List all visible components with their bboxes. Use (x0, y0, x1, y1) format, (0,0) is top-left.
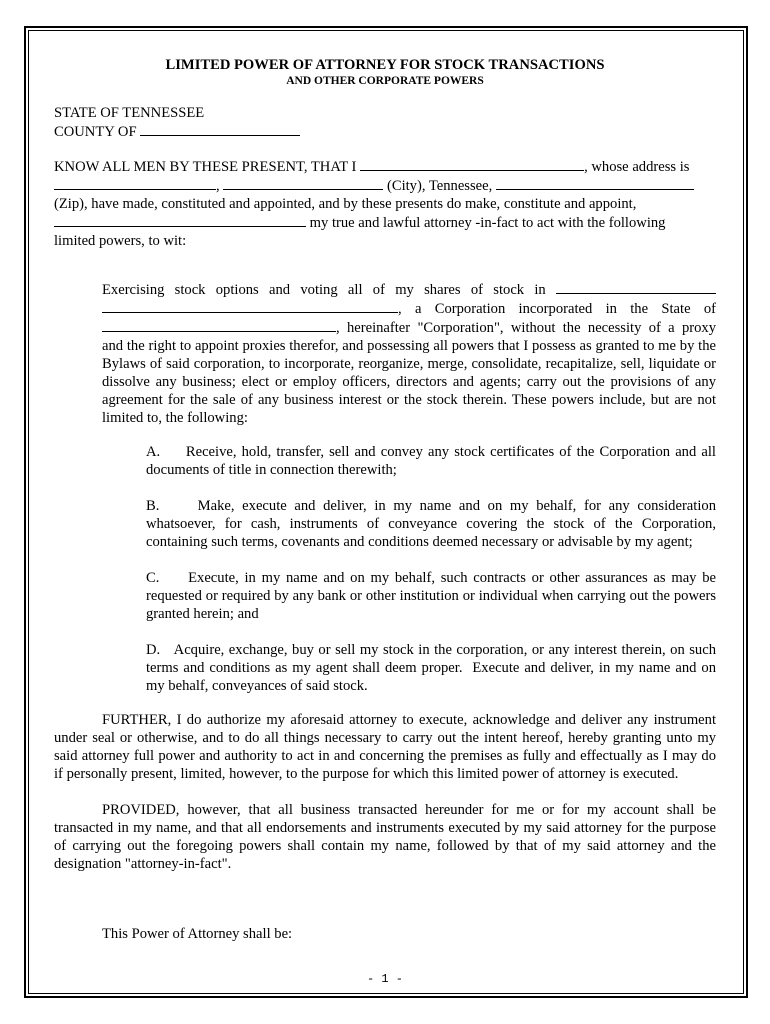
address-comma: , (216, 178, 220, 194)
document-title: LIMITED POWER OF ATTORNEY FOR STOCK TRANSACTIONS (165, 57, 605, 73)
exercise-paragraph (102, 280, 716, 427)
county-blank[interactable] (140, 122, 300, 136)
exercise-intro: Exercising stock options and voting all of my shares of stock in (102, 282, 546, 298)
power-item-a: A. Receive, hold, transfer, sell and convey any stock certificates of the Corporation and all documents of title in connection therewith; (146, 444, 716, 478)
provided-paragraph: PROVIDED, however, that all business transacted hereunder for me or for my account shall be transacted in my name, and that all endorsements and instruments executed by my said attorney for the purpose of carrying out the foregoing powers shall contain my name, followed by that of my said attorney and the designation "attorney-in-fact". (54, 802, 716, 872)
corporation-name-blank-2[interactable] (102, 299, 398, 313)
shall-be-line: This Power of Attorney shall be: (102, 926, 293, 942)
hereinafter-text: , hereinafter "Corporation", without the necessity of a proxy (336, 320, 716, 336)
whose-address: , whose address is (584, 159, 690, 175)
power-item-c: C. Execute, in my name and on my behalf, such contracts or other assurances as may be requested or required by any bank or other institution or individual when carrying out the powers granted herein; and (146, 570, 716, 622)
address-city-blank[interactable] (223, 176, 383, 190)
state-line: STATE OF TENNESSEE (54, 105, 205, 121)
grantor-name-blank[interactable] (360, 157, 584, 171)
power-item-d: D. Acquire, exchange, buy or sell my stock in the corporation, or any interest therein, on such terms and conditions as my agent shall deem proper. Execute and deliver, in my name and on my behalf, conveyances of said stock. (146, 642, 716, 694)
page-number: - 1 - (366, 972, 403, 986)
county-line (54, 122, 716, 141)
address-street-blank[interactable] (54, 176, 216, 190)
know-all-men-paragraph (54, 157, 716, 250)
exercise-rest: and the right to appoint proxies therefor, and possessing all powers that I possess as granted to me by the Bylaws of said corporation, to incorporate, reorganize, merge, consolidate, recapitalize, sell, liquidate or dissolve any business; elect or employ officers, directors and agents; carry out the provisions of any agreement for the sale of any business interest or the stock therein. These powers include, but are not limited to, the following: (102, 338, 716, 426)
corp-incorporated: , a Corporation incorporated in the State of (398, 301, 716, 317)
attorney-text: my true and lawful attorney -in-fact to act with the following (309, 215, 666, 231)
further-paragraph: FURTHER, I do authorize my aforesaid attorney to execute, acknowledge and deliver any instrument under seal or otherwise, and to do all things necessary to carry out the intent hereof, hereby granting unto my said attorney full power and authority to act in and concerning the premises as fully and effectually as I may do if personally present, limited, however, to the purpose for which this limited power of attorney is executed. (54, 712, 716, 782)
state-of-incorporation-blank[interactable] (102, 318, 336, 332)
zip-blank[interactable] (496, 176, 694, 190)
power-item-b: B. Make, execute and deliver, in my name and on my behalf, for any consideration whatsoever, for cash, instruments of conveyance covering the stock of the Corporation, containing such terms, covenants and conditions deemed necessary or advisable by my agent; (146, 498, 716, 550)
city-tennessee: (City), Tennessee, (386, 178, 493, 194)
document-subtitle: AND OTHER CORPORATE POWERS (286, 75, 484, 87)
know-intro: KNOW ALL MEN BY THESE PRESENT, THAT I (54, 159, 357, 175)
attorney-name-blank[interactable] (54, 213, 306, 227)
zip-text: (Zip), have made, constituted and appointed, and by these presents do make, constitute and appoint, (54, 196, 637, 212)
corporation-name-blank[interactable] (556, 280, 716, 294)
county-label: COUNTY OF (54, 124, 137, 140)
document-page (54, 56, 716, 943)
powers-list (146, 443, 716, 695)
limited-powers-text: limited powers, to wit: (54, 233, 187, 249)
